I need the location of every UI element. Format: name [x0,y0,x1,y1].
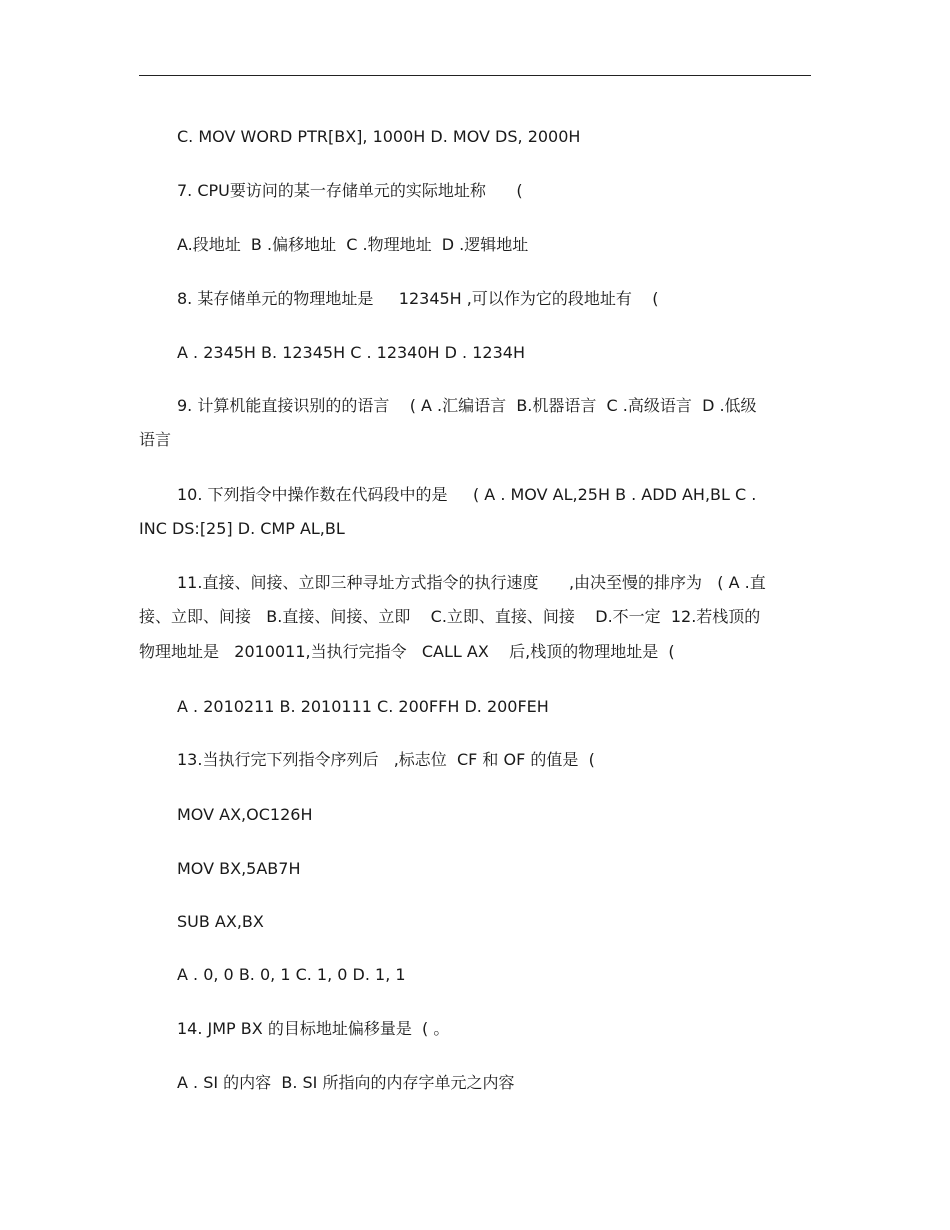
options-13: A . 0, 0 B. 0, 1 C. 1, 0 D. 1, 1 [177,965,406,984]
header-rule [139,75,811,76]
options-12: A . 2010211 B. 2010111 C. 200FFH D. 200FEH [177,697,549,716]
text-line: C. MOV WORD PTR[BX], 1000H D. MOV DS, 2000H [177,127,581,146]
options-14: A . SI 的内容 B. SI 所指向的内存字单元之内容 [177,1073,515,1092]
question-7: 7. CPU要访问的某一存储单元的实际地址称 ( [177,181,523,200]
options-7: A.段地址 B .偏移地址 C .物理地址 D .逻辑地址 [177,235,529,254]
question-10-continued: INC DS:[25] D. CMP AL,BL [139,519,345,538]
question-9-continued: 语言 [139,430,172,449]
question-10: 10. 下列指令中操作数在代码段中的是 ( A . MOV AL,25H B . ADD AH,BL C . [177,485,757,504]
question-11-continued: 接、立即、间接 B.直接、间接、立即 C.立即、直接、间接 D.不一定 12.若栈顶的 [139,607,761,626]
question-8: 8. 某存储单元的物理地址是 12345H ,可以作为它的段地址有 ( [177,289,659,308]
question-9: 9. 计算机能直接识别的的语言 ( A .汇编语言 B.机器语言 C .高级语言 D .低级 [177,396,757,415]
question-14: 14. JMP BX 的目标地址偏移量是 ( 。 [177,1019,450,1038]
question-13: 13.当执行完下列指令序列后 ,标志位 CF 和 OF 的值是 ( [177,750,595,769]
options-8: A . 2345H B. 12345H C . 12340H D . 1234H [177,343,525,362]
question-12-continued: 物理地址是 2010011,当执行完指令 CALL AX 后,栈顶的物理地址是 ( [139,642,675,661]
code-line: MOV AX,OC126H [177,805,313,824]
code-line: MOV BX,5AB7H [177,859,301,878]
code-line: SUB AX,BX [177,912,264,931]
question-11: 11.直接、间接、立即三种寻址方式指令的执行速度 ,由决至慢的排序为 ( A .直 [177,573,766,592]
